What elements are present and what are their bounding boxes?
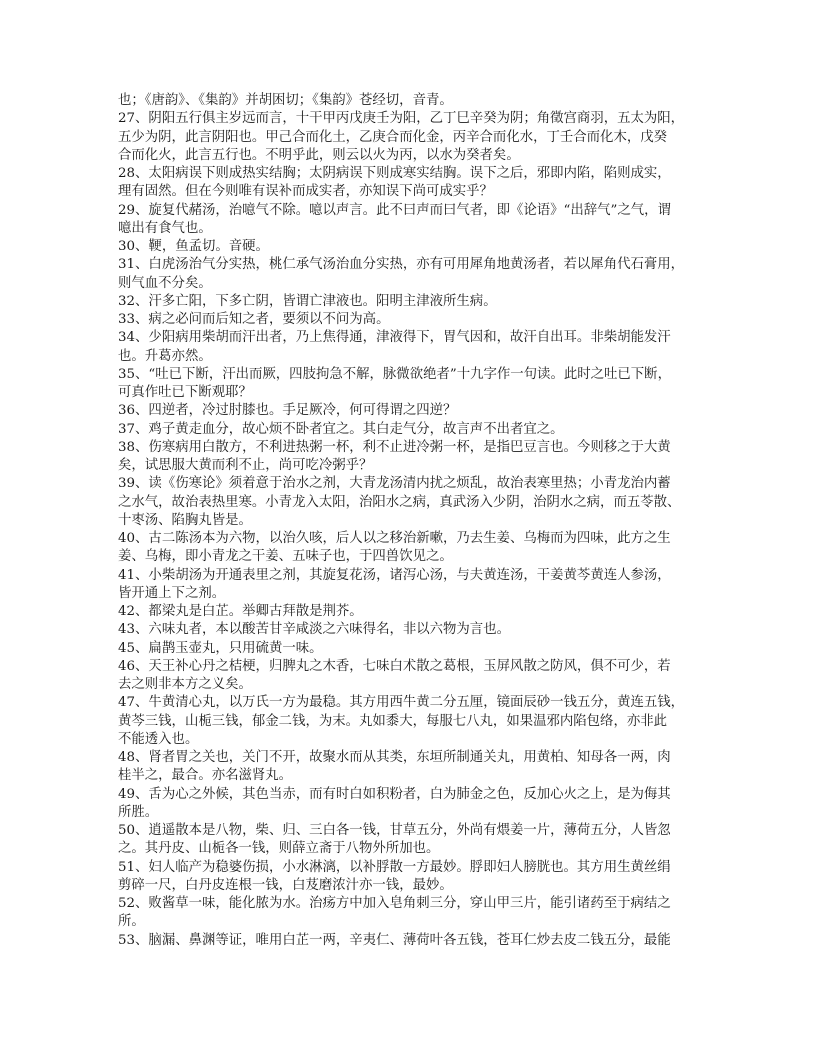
text-line: 所胜。 [118,804,159,820]
text-line: 噫出有食气也。 [118,220,212,236]
text-line: 52、败酱草一味，能化脓为水。治疡方中加入皂角刺三分，穿山甲三片，能引诸药至于病结之 [118,896,671,911]
text-line: 桂半之，最合。亦名滋肾丸。 [118,768,293,784]
text-line: 姜、乌梅，即小青龙之干姜、五味子也，于四兽饮见之。 [118,549,453,565]
text-line: 32、汗多亡阳，下多亡阴，皆谓亡津液也。阳明主津液所生病。 [118,293,497,309]
text-line: 36、四逆者，冷过肘膝也。手足厥冷，何可得谓之四逆？ [118,403,457,419]
text-line: 五少为阴，此言阴阳也。甲己合而化土，乙庚合而化金，丙辛合而化水，丁壬合而化木，戊癸 [118,129,668,145]
text-line: 33、病之必问而后知之者，要须以不问为高。 [118,312,390,327]
text-line: 合而化火，此言五行也。不明乎此，则云以火为丙，以水为癸者矣。 [118,147,520,163]
text-line: 46、天王补心丹之桔梗，归脾丸之木香，七味白术散之葛根，玉屏风散之防风，俱不可少，若 [118,658,671,674]
text-line: 则气血不分矣。 [118,275,212,291]
text-line: 理有固然。但在今则唯有误补而成实者，亦知误下尚可成实乎？ [118,184,493,200]
text-line: 之。其丹皮、山栀各一钱，则薛立斋于八物外所加也。 [118,841,440,857]
text-line: 不能透入也。 [118,731,199,747]
text-line: 也。升葛亦然。 [118,348,212,364]
text-line: 29、旋复代赭汤，治噫气不除。噫以声言。此不曰声而曰气者，即《论语》“出辞气”之气，谓 [118,202,671,218]
text-line: 39、读《伤寒论》须着意于治水之剂，大青龙汤清内扰之烦乱，故治表寒里热；小青龙治内蓄 [118,476,671,492]
document-page [118,92,708,950]
text-line: 28、太阳病误下则成热实结胸；太阴病误下则成寒实结胸。误下之后，邪即内陷，陷则成实， [118,166,671,181]
text-line: 也；《唐韵》、《集韵》并胡困切；《集韵》苍经切，音青。 [118,93,453,108]
text-line: 42、都梁丸是白芷。举卿古拜散是荆芥。 [118,604,363,619]
text-line: 37、鸡子黄走血分，故心烦不卧者宜之。其白走气分，故言声不出者宜之。 [118,421,564,437]
text-line: 之水气，故治表热里寒。小青龙入太阳，治阳水之病，真武汤入少阴，治阴水之病，而五苓散、 [118,494,681,510]
text-line: 去之则非本方之义矣。 [118,677,252,692]
text-line: 38、伤寒病用白散方，不利进热粥一杯，利不止进冷粥一杯，是指巴豆言也。今则移之于大黄 [118,439,671,455]
text-line: 49、舌为心之外候，其色当赤，而有时白如积粉者，白为肺金之色，反加心火之上，是为侮其 [118,786,671,802]
text-line: 可真作吐已下断观耶？ [118,385,252,400]
text-line: 所。 [118,914,145,930]
text-line: 50、逍遥散本是八物，柴、归、三白各一钱，甘草五分，外尚有煨姜一片，薄荷五分，人皆忽 [118,823,671,838]
text-line: 40、古二陈汤本为六物，以治久咳，后人以之移治新嗽，乃去生姜、乌梅而为四味，此方之生 [118,531,671,546]
text-line: 35、“吐已下断，汗出而厥，四肢拘急不解，脉微欲绝者”十九字作一句读。此时之吐已下断， [118,366,671,382]
text-line: 34、少阳病用柴胡而汗出者，乃上焦得通，津液得下，胃气因和，故汗自出耳。非柴胡能发汗 [118,330,671,346]
text-line: 十枣汤、陷胸丸皆是。 [118,512,252,528]
text-line: 矣，试思服大黄而利不止，尚可吃冷粥乎？ [118,458,373,473]
text-line: 41、小柴胡汤为开通表里之剂，其旋复花汤，诸泻心汤，与夫黄连汤，干姜黄芩黄连人参汤， [118,567,671,583]
text-line: 45、扁鹊玉壶丸，只用硫黄一味。 [118,640,323,656]
text-line: 48、肾者胃之关也，关门不开，故聚水而从其类，东垣所制通关丸，用黄柏、知母各一两，肉 [118,750,671,765]
text-line: 剪碎一尺，白丹皮连根一钱，白芨磨浓汁亦一钱，最妙。 [118,877,453,893]
text-line: 黄芩三钱，山栀三钱，郁金二钱，为末。丸如黍大，每服七八丸，如果温邪内陷包络，亦非此 [118,713,668,729]
text-line: 43、六味丸者，本以酸苦甘辛咸淡之六味得名，非以六物为言也。 [118,622,510,638]
text-line: 31、白虎汤治气分实热，桃仁承气汤治血分实热，亦有可用犀角地黄汤者，若以犀角代石膏用， [118,257,685,273]
text-line: 47、牛黄清心丸，以万氏一方为最稳。其方用西牛黄二分五厘，镜面辰砂一钱五分，黄连五钱， [118,695,685,711]
text-line: 皆开通上下之剂。 [118,585,226,601]
text-line: 27、阴阳五行俱主岁远而言，十干甲丙戊庚壬为阳，乙丁巳辛癸为阴；角徵宫商羽，五太为阳， [118,111,685,127]
text-line: 51、妇人临产为稳婆伤损，小水淋漓，以补脬散一方最妙。脬即妇人膀胱也。其方用生黄丝绢 [118,859,671,875]
text-line: 53、脑漏、鼻渊等证，唯用白芷一两，辛夷仁、薄荷叶各五钱，苍耳仁炒去皮二钱五分，最能 [118,932,671,948]
text-line: 30、鞕，鱼孟切。音硬。 [118,239,269,254]
